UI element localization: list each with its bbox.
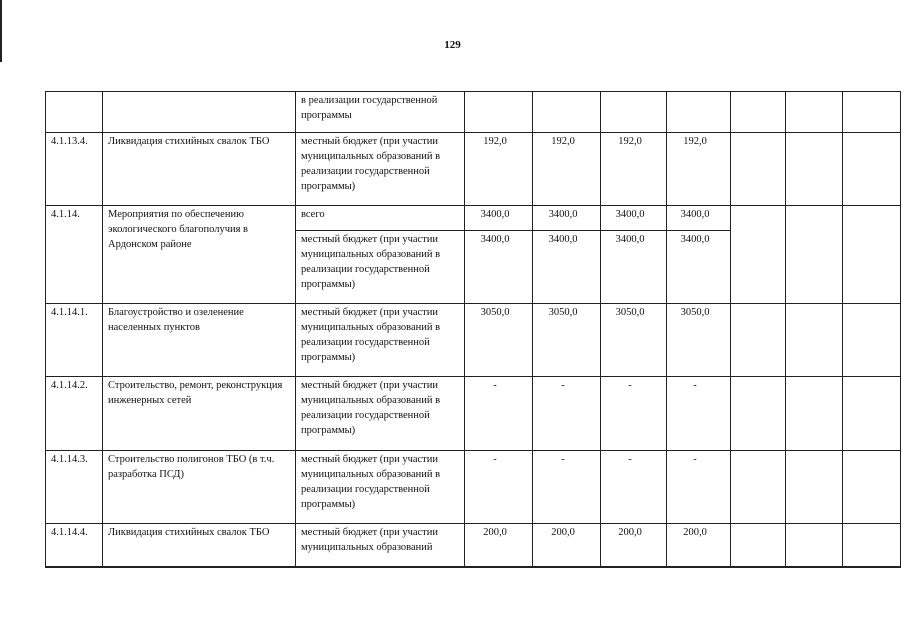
cell-value: 200,0 bbox=[667, 524, 731, 567]
cell-source: местный бюджет (при участии муниципальных образований в реализации государственной программы) bbox=[296, 231, 465, 304]
cell-value: 3400,0 bbox=[465, 231, 533, 304]
cell-value bbox=[786, 133, 843, 206]
cell-source: местный бюджет (при участии муниципальных образований в реализации государственной программы) bbox=[296, 377, 465, 451]
cell-source: в реализации государственной программы bbox=[296, 92, 465, 133]
cell-name: Ликвидация стихийных свалок ТБО bbox=[103, 524, 296, 567]
cell-value: - bbox=[667, 377, 731, 451]
table-row bbox=[46, 133, 901, 206]
cell-value: - bbox=[667, 451, 731, 524]
cell-code: 4.1.14.3. bbox=[46, 451, 103, 524]
cell-value: 3400,0 bbox=[533, 231, 601, 304]
cell-value bbox=[843, 304, 901, 377]
cell-source: местный бюджет (при участии муниципальных образований в реализации государственной программы) bbox=[296, 451, 465, 524]
cell-name: Строительство, ремонт, реконструкция инженерных сетей bbox=[103, 377, 296, 451]
cell-code: 4.1.14.2. bbox=[46, 377, 103, 451]
cell-value bbox=[843, 206, 901, 304]
cell-value: - bbox=[601, 451, 667, 524]
cell-value bbox=[731, 133, 786, 206]
cell-value: 192,0 bbox=[667, 133, 731, 206]
cell-value bbox=[786, 524, 843, 567]
cell-value: - bbox=[465, 377, 533, 451]
cell-value bbox=[731, 524, 786, 567]
cell-name bbox=[103, 92, 296, 133]
scan-edge-mark bbox=[0, 0, 2, 62]
cell-value: 3050,0 bbox=[667, 304, 731, 377]
cell-value: - bbox=[601, 377, 667, 451]
cell-value: 192,0 bbox=[533, 133, 601, 206]
cell-value bbox=[731, 451, 786, 524]
cell-value: 192,0 bbox=[465, 133, 533, 206]
cell-value: 192,0 bbox=[601, 133, 667, 206]
cell-value bbox=[786, 92, 843, 133]
cell-value: 3400,0 bbox=[667, 206, 731, 231]
table-row bbox=[46, 92, 901, 133]
cell-value: 3400,0 bbox=[465, 206, 533, 231]
cell-value: 200,0 bbox=[601, 524, 667, 567]
cell-source: местный бюджет (при участии муниципальных образований bbox=[296, 524, 465, 567]
cell-value: 3050,0 bbox=[465, 304, 533, 377]
page-number: 129 bbox=[444, 39, 461, 51]
cell-value: - bbox=[533, 451, 601, 524]
table-row bbox=[46, 524, 901, 567]
cell-value bbox=[667, 92, 731, 133]
cell-value bbox=[786, 451, 843, 524]
table-row bbox=[46, 304, 901, 377]
table-row bbox=[46, 377, 901, 451]
cell-value: 3400,0 bbox=[601, 231, 667, 304]
cell-code: 4.1.14. bbox=[46, 206, 103, 304]
cell-value bbox=[465, 92, 533, 133]
budget-table bbox=[45, 91, 901, 568]
cell-source: всего bbox=[296, 206, 465, 231]
cell-value: 200,0 bbox=[465, 524, 533, 567]
cell-value bbox=[533, 92, 601, 133]
cell-name: Ликвидация стихийных свалок ТБО bbox=[103, 133, 296, 206]
cell-value: 3400,0 bbox=[667, 231, 731, 304]
cell-value bbox=[786, 377, 843, 451]
cell-code: 4.1.14.4. bbox=[46, 524, 103, 567]
cell-value: 3050,0 bbox=[601, 304, 667, 377]
cell-name: Благоустройство и озеленение населенных пунктов bbox=[103, 304, 296, 377]
table-row bbox=[46, 451, 901, 524]
cell-code: 4.1.13.4. bbox=[46, 133, 103, 206]
cell-value: 200,0 bbox=[533, 524, 601, 567]
cell-code: 4.1.14.1. bbox=[46, 304, 103, 377]
cell-value bbox=[786, 304, 843, 377]
cell-value bbox=[731, 304, 786, 377]
cell-value: 3050,0 bbox=[533, 304, 601, 377]
cell-value bbox=[843, 524, 901, 567]
cell-value bbox=[843, 451, 901, 524]
cell-value bbox=[843, 377, 901, 451]
cell-value bbox=[731, 377, 786, 451]
cell-value bbox=[731, 92, 786, 133]
cell-name: Строительство полигонов ТБО (в т.ч. разработка ПСД) bbox=[103, 451, 296, 524]
cell-value: 3400,0 bbox=[601, 206, 667, 231]
cell-value bbox=[601, 92, 667, 133]
cell-source: местный бюджет (при участии муниципальных образований в реализации государственной программы) bbox=[296, 304, 465, 377]
table-row bbox=[46, 206, 901, 231]
cell-value bbox=[786, 206, 843, 304]
cell-value bbox=[843, 133, 901, 206]
cell-value: - bbox=[533, 377, 601, 451]
cell-source: местный бюджет (при участии муниципальных образований в реализации государственной программы) bbox=[296, 133, 465, 206]
cell-value: - bbox=[465, 451, 533, 524]
cell-code bbox=[46, 92, 103, 133]
cell-name: Мероприятия по обеспечению экологического благополучия в Ардонском районе bbox=[103, 206, 296, 304]
cell-value bbox=[731, 206, 786, 304]
cell-value bbox=[843, 92, 901, 133]
cell-value: 3400,0 bbox=[533, 206, 601, 231]
